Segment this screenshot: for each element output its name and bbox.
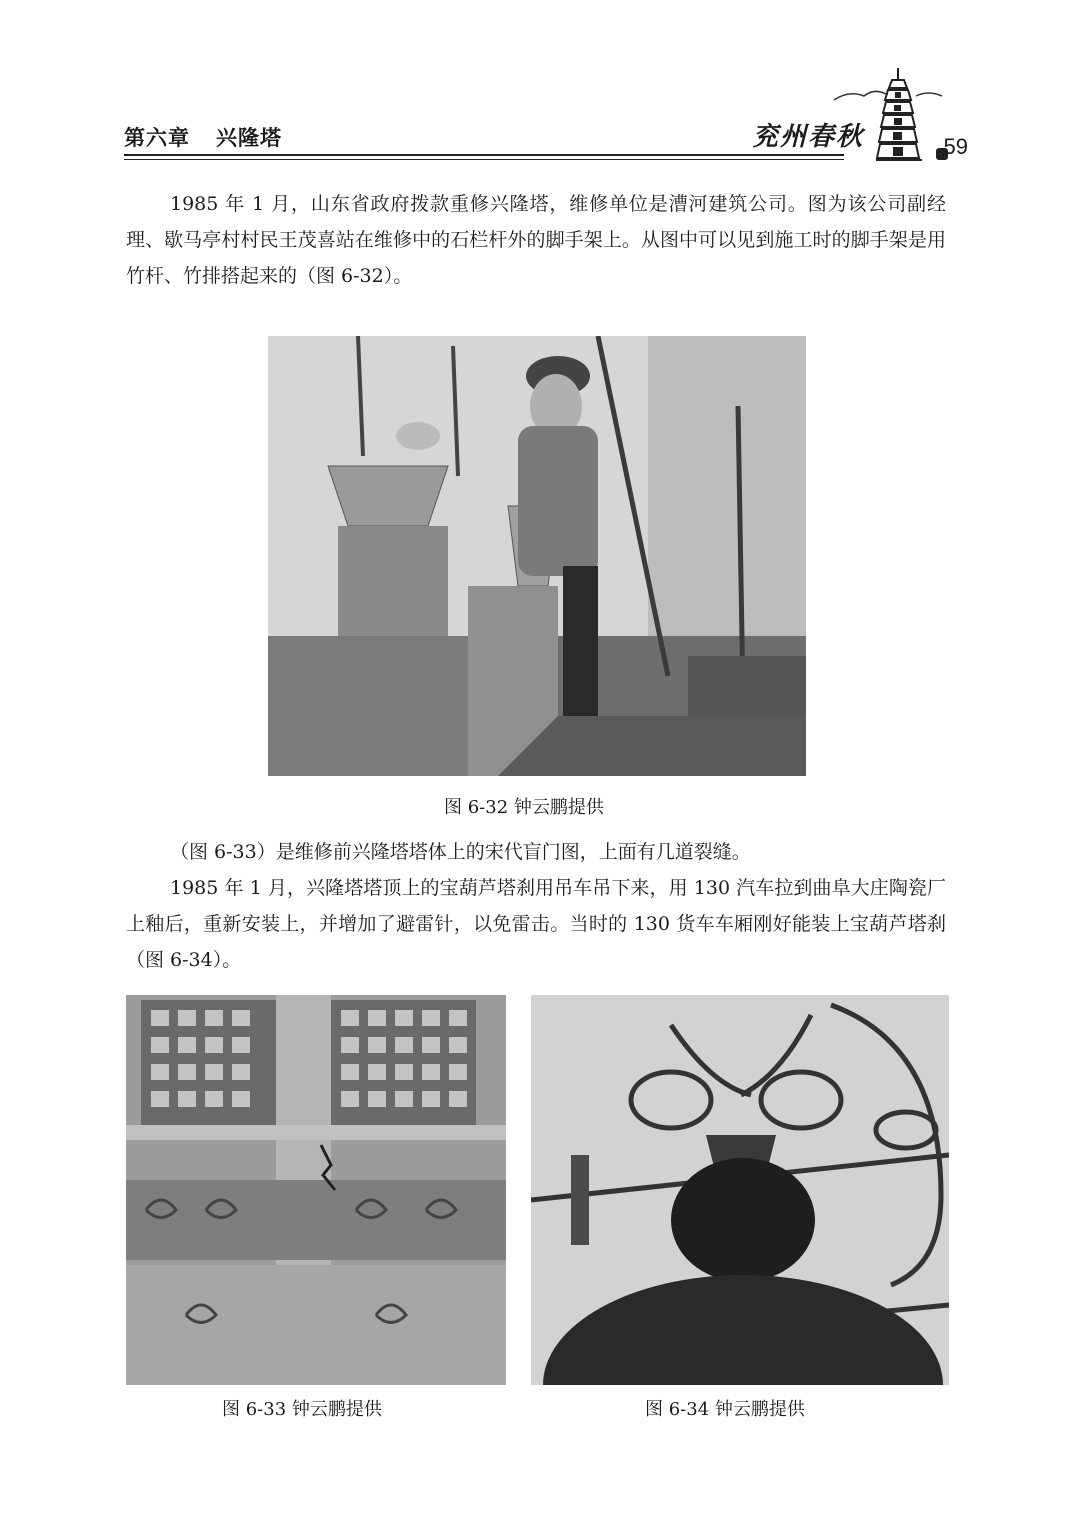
photo-figure-6-33 bbox=[126, 995, 506, 1385]
paragraph-3: 1985 年 1 月，兴隆塔塔顶上的宝葫芦塔刹用吊车吊下来，用 130 汽车拉到曲阜大庄陶瓷厂上釉后，重新安装上，并增加了避雷针，以免雷击。当时的 130 货车车厢刚好能装上宝葫芦塔刹（图 6-34）。 bbox=[126, 877, 946, 971]
pagoda-icon bbox=[824, 60, 954, 172]
caption-figure-6-34: 图 6-34 钟云鹏提供 bbox=[645, 1399, 805, 1420]
chapter-number: 第六章 bbox=[124, 126, 190, 150]
chapter-heading bbox=[124, 122, 282, 152]
header-rule-thin bbox=[124, 159, 844, 160]
caption-figure-6-32: 图 6-32 钟云鹏提供 bbox=[444, 797, 604, 818]
paragraph-1: 1985 年 1 月，山东省政府拨款重修兴隆塔，维修单位是漕河建筑公司。图为该公司副经理、歇马亭村村民王茂喜站在维修中的石栏杆外的脚手架上。从图中可以见到施工时的脚手架是用竹杆、竹排搭起来的（图 6-32）。 bbox=[126, 193, 946, 287]
page-header bbox=[124, 60, 972, 170]
chapter-title: 兴隆塔 bbox=[216, 126, 282, 150]
photo-figure-6-34 bbox=[531, 995, 949, 1385]
paragraph-2: （图 6-33）是维修前兴隆塔塔体上的宋代盲门图，上面有几道裂缝。 bbox=[170, 841, 751, 863]
photo-figure-6-32 bbox=[268, 336, 806, 776]
caption-figure-6-33: 图 6-33 钟云鹏提供 bbox=[222, 1399, 382, 1420]
book-title: 兖州春秋 bbox=[752, 122, 865, 152]
page-number: 59 bbox=[943, 134, 968, 159]
header-rule bbox=[124, 154, 844, 156]
